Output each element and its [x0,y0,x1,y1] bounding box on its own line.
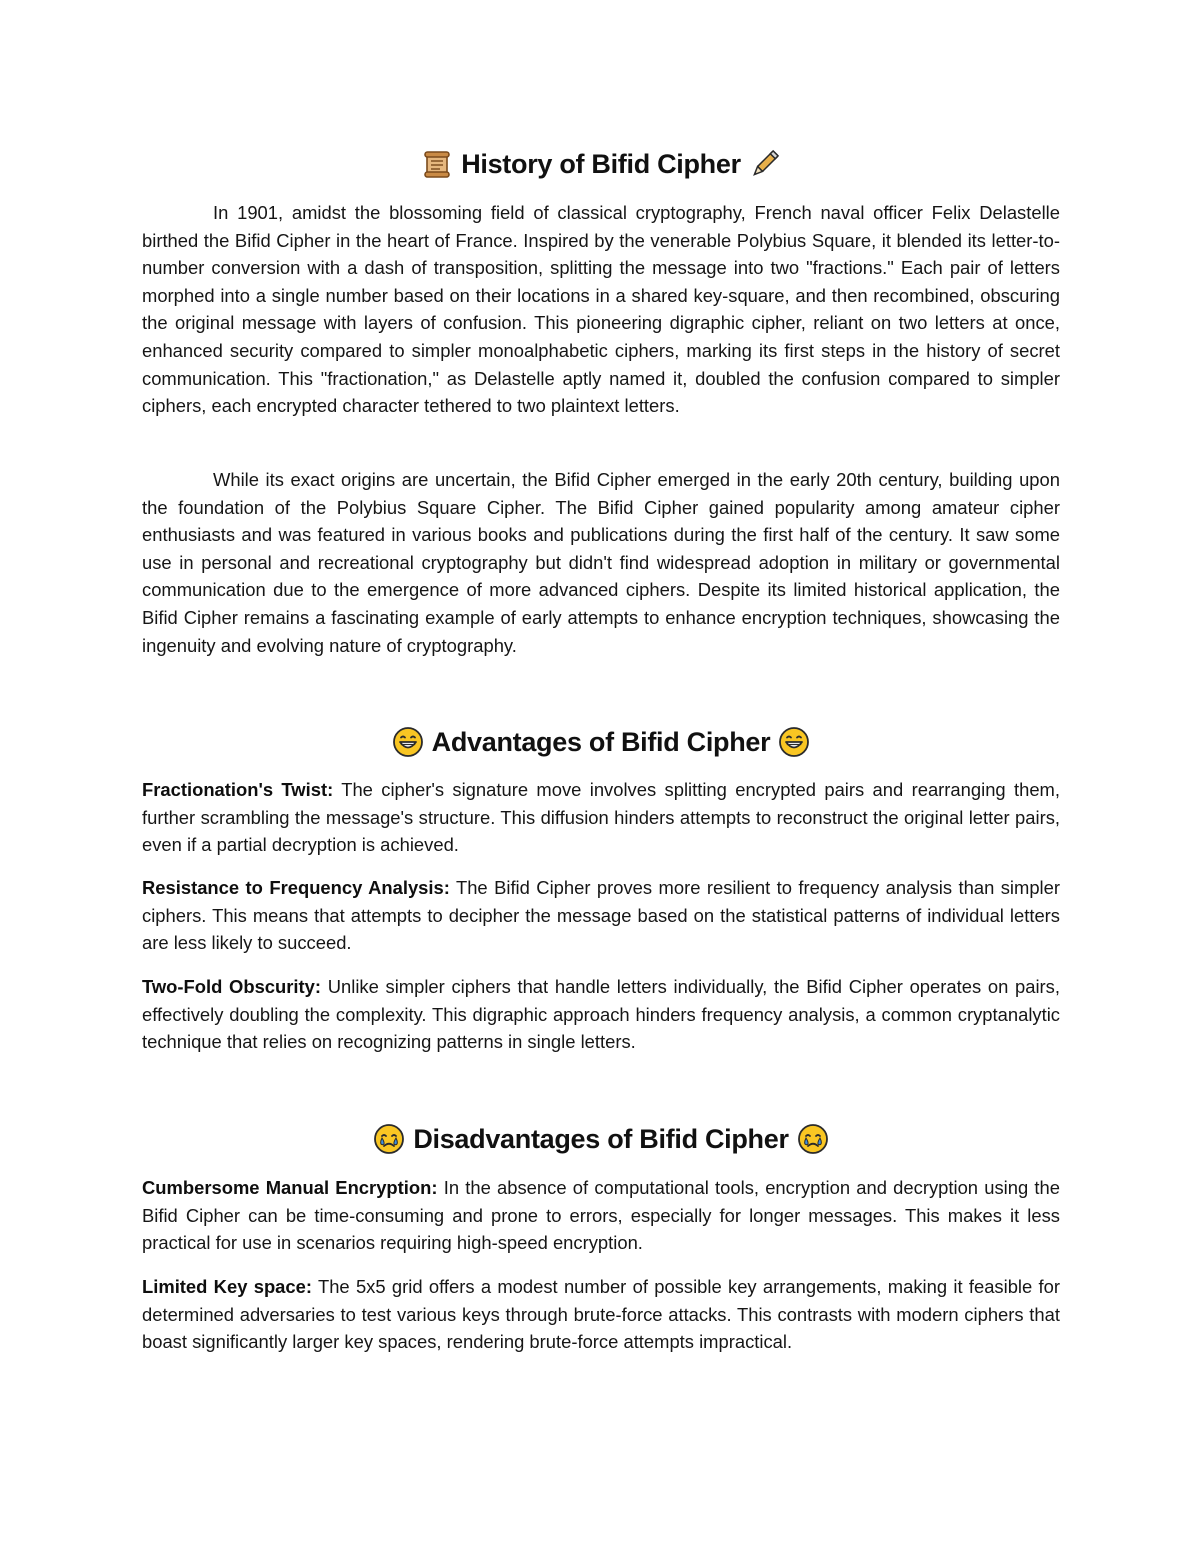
advantage-term: Fractionation's Twist: [142,779,334,800]
advantage-item-2 [142,874,1060,957]
history-paragraph-1: In 1901, amidst the blossoming field of classical cryptography, French naval officer Felix Delastelle birthed the Bifid Cipher in the heart of France. Inspired by the venerable Polybius Square, it blended its letter-to-number conversion with a dash of transposition, splitting the message into two "fractions." Each pair of letters morphed into a single number based on their locations in a shared key-square, and then recombined, obscuring the original message with layers of confusion. This pioneering digraphic cipher, reliant on two letters at once, enhanced security compared to simpler monoalphabetic ciphers, marking its first steps in the history of secret communication. This "fractionation," as Delastelle aptly named it, doubled the confusion compared to simpler ciphers, each encrypted character tethered to two plaintext letters. [142,202,1060,417]
disadvantage-text: In the absence of computational tools, encryption and decryption using the Bifid Cipher can be time-consuming and prone to errors, especially for longer messages. This makes it less practical for use in scenarios requiring high-speed encryption. [142,1177,1060,1254]
advantage-term: Two-Fold Obscurity: [142,976,322,997]
disadvantages-title: Disadvantages of Bifid Cipher [413,1124,789,1154]
advantage-text: Unlike simpler ciphers that handle letters individually, the Bifid Cipher operates on pairs, effectively doubling the complexity. This digraphic approach hinders frequency analysis, a common cryptanalytic technique that relies on recognizing patterns in single letters. [142,976,1060,1053]
disadvantage-item-1 [142,1174,1060,1257]
history-body-2 [142,466,1060,659]
advantage-item-1 [142,776,1060,859]
disadvantages-heading [142,1121,1060,1157]
advantage-item-3 [142,973,1060,1056]
advantage-term: Resistance to Frequency Analysis: [142,877,450,898]
disadvantage-term: Cumbersome Manual Encryption: [142,1177,438,1198]
grinning-face-icon [392,726,424,758]
pen-icon [749,148,781,180]
advantages-heading [142,724,1060,760]
advantages-title: Advantages of Bifid Cipher [431,727,771,757]
history-paragraph-2: While its exact origins are uncertain, the Bifid Cipher emerged in the early 20th century, building upon the foundation of the Polybius Square Cipher. The Bifid Cipher gained popularity among amateur cipher enthusiasts and was featured in various books and publications during the first half of the century. It saw some use in personal and recreational cryptography but didn't find widespread adoption in military or governmental communication due to the emergence of more advanced ciphers. Despite its limited historical application, the Bifid Cipher remains a fascinating example of early attempts to enhance encryption techniques, showcasing the ingenuity and evolving nature of cryptography. [142,469,1060,656]
disadvantage-text: The 5x5 grid offers a modest number of possible key arrangements, making it feasible for determined adversaries to test various keys through brute-force attacks. This contrasts with modern ciphers that boast significantly larger key spaces, rendering brute-force attempts impractical. [142,1276,1061,1353]
history-title: History of Bifid Cipher [461,149,741,179]
disadvantage-item-2 [142,1273,1060,1356]
crying-face-icon [373,1123,405,1155]
scroll-icon [421,148,453,180]
advantage-text: The cipher's signature move involves splitting encrypted pairs and rearranging them, further scrambling the message's structure. This diffusion hinders attempts to reconstruct the original letter pairs, even if a partial decryption is achieved. [142,779,1060,856]
history-heading [142,146,1060,182]
advantage-text: The Bifid Cipher proves more resilient to frequency analysis than simpler ciphers. This means that attempts to decipher the message based on the statistical patterns of individual letters are less likely to succeed. [142,877,1060,954]
disadvantage-term: Limited Key space: [142,1276,312,1297]
crying-face-icon [797,1123,829,1155]
history-body [142,199,1060,420]
grinning-face-icon [778,726,810,758]
